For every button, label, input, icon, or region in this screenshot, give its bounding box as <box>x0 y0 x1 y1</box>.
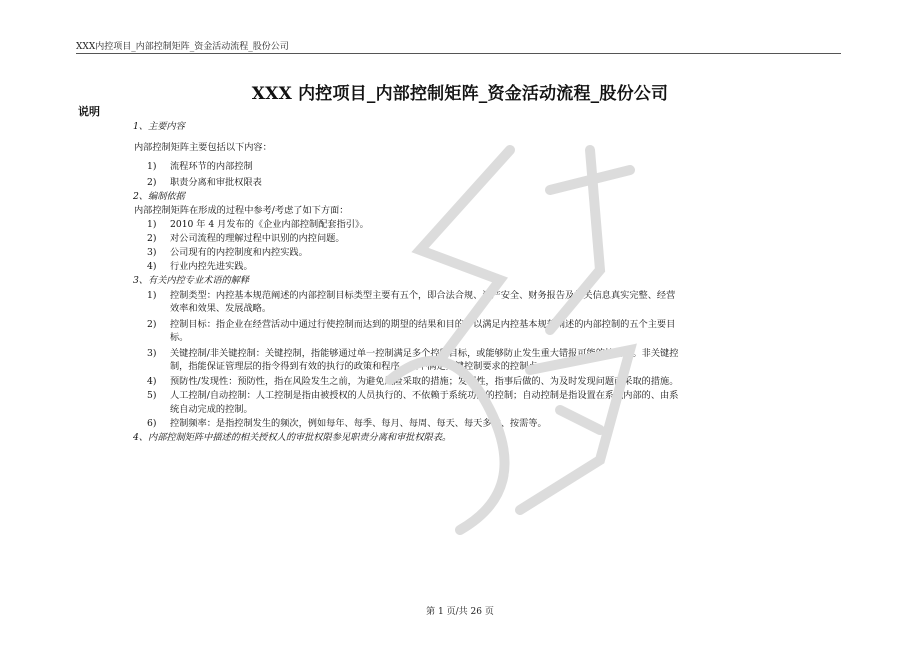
list-item <box>147 246 308 259</box>
list-text: 控制频率：是指控制发生的频次，例如每年、每季、每月、每周、每天、每天多次、按需等。 <box>170 418 547 429</box>
list-number: 3) <box>147 348 157 359</box>
section-intro: 内部控制矩阵在形成的过程中参考/考虑了如下方面： <box>134 205 349 216</box>
list-number: 2) <box>147 177 157 188</box>
watermark <box>300 130 700 550</box>
list-number: 3) <box>147 247 157 258</box>
list-item <box>147 232 345 245</box>
section-heading: 1、主要内容 <box>133 121 185 132</box>
list-text: 预防性/发现性：预防性，指在风险发生之前，为避免风险采取的措施；发现性，指事后做的、为及时发现问题而采取的措施。 <box>170 376 679 387</box>
list-text-continued: 效率和效果、发展战略。 <box>170 303 272 314</box>
list-text: 职责分离和审批权限表 <box>170 177 262 188</box>
section-heading: 4、内部控制矩阵中描述的相关授权人的审批权限参见职责分离和审批权限表。 <box>133 432 452 443</box>
list-text: 公司现有的内控制度和内控实践。 <box>170 247 308 258</box>
list-text: 2010 年 4 月发布的《企业内部控制配套指引》。 <box>170 219 369 230</box>
list-number: 2) <box>147 319 157 330</box>
header-divider <box>76 53 841 54</box>
list-text: 行业内控先进实践。 <box>170 261 253 272</box>
list-number: 5) <box>147 390 157 401</box>
list-item <box>147 318 675 331</box>
list-item <box>147 417 547 430</box>
document-title: XXX 内控项目_内部控制矩阵_资金活动流程_股份公司 <box>251 84 669 104</box>
list-item <box>147 160 253 173</box>
list-text-continued: 制，指能保证管理层的指令得到有效的执行的政策和程序，但不满足关键控制要求的控制点。 <box>170 361 547 372</box>
list-number: 4) <box>147 376 157 387</box>
list-item <box>147 289 675 302</box>
list-text: 控制目标：指企业在经营活动中通过行使控制而达到的期望的结果和目的，以满足内控基本规范阐述的内部控制的五个主要目 <box>170 319 676 330</box>
running-header: XXX内控项目_内部控制矩阵_资金活动流程_股份公司 <box>76 42 289 52</box>
section-label: 说明 <box>78 105 100 118</box>
list-text: 流程环节的内部控制 <box>170 161 253 172</box>
section-intro: 内部控制矩阵主要包括以下内容： <box>134 142 272 153</box>
list-item <box>147 347 678 360</box>
list-number: 2) <box>147 233 157 244</box>
list-number: 1) <box>147 290 157 301</box>
list-item <box>147 389 678 402</box>
list-text: 对公司流程的理解过程中识别的内控问题。 <box>170 233 345 244</box>
list-number: 1) <box>147 219 157 230</box>
list-item <box>147 176 262 189</box>
page-number: 第 1 页/共 26 页 <box>426 607 494 617</box>
list-item <box>147 375 678 388</box>
section-heading: 2、编制依据 <box>133 191 185 202</box>
list-text-continued: 统自动完成的控制。 <box>170 404 253 415</box>
list-number: 6) <box>147 418 157 429</box>
list-number: 4) <box>147 261 157 272</box>
list-text-continued: 标。 <box>170 332 189 343</box>
list-number: 1) <box>147 161 157 172</box>
section-heading: 3、有关内控专业术语的解释 <box>133 275 250 286</box>
list-text: 关键控制/非关键控制：关键控制，指能够通过单一控制满足多个控制目标，或能够防止发生重大错报可能的控制点。非关键控 <box>170 348 679 359</box>
list-item <box>147 260 253 273</box>
list-text: 人工控制/自动控制：人工控制是指由被授权的人员执行的、不依赖于系统功能的控制；自动控制是指设置在系统内部的、由系 <box>170 390 679 401</box>
list-text: 控制类型：内控基本规范阐述的内部控制目标类型主要有五个，即合法合规、资产安全、财务报告及相关信息真实完整、经营 <box>170 290 676 301</box>
watermark-strokes <box>390 150 630 530</box>
list-item <box>147 218 369 231</box>
